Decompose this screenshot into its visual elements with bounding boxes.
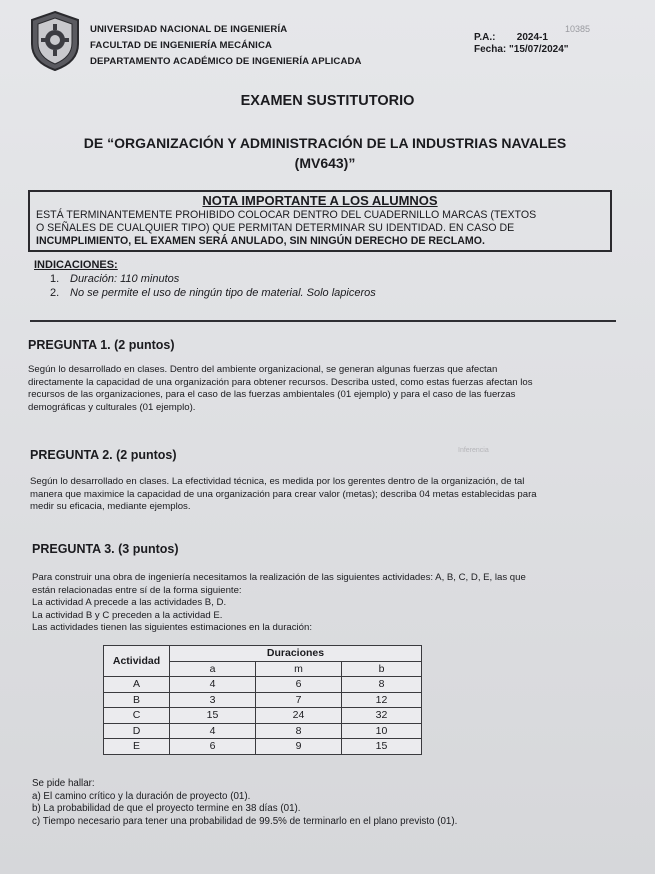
list-item (50, 272, 376, 286)
duration-b-cell: 8 (342, 677, 422, 693)
question-2-body (30, 476, 622, 514)
question-3-body (32, 572, 622, 635)
text-line: Según lo desarrollado en clases. Dentro del ambiente organizacional, se generan algunas fuerzas que afectan (28, 364, 498, 375)
sub-header-a: a (170, 661, 256, 677)
course-title-line: DE “ORGANIZACIÓN Y ADMINISTRACIÓN DE LA INDUSTRIAS NAVALES (83, 135, 567, 151)
university-name: UNIVERSIDAD NACIONAL DE INGENIERÍA (90, 24, 288, 35)
period-date-block (474, 32, 569, 56)
text-line: Para construir una obra de ingeniería necesitamos la realización de las siguientes actividades: A, B, C, D, E, las que (32, 572, 526, 583)
duration-b-cell: 15 (342, 739, 422, 755)
faint-code: 10385 (565, 24, 591, 34)
date-value: "15/07/2024" (509, 44, 569, 55)
ask-item: b) La probabilidad de que el proyecto termine en 38 días (01). (32, 803, 301, 814)
duration-a-cell: 4 (170, 723, 256, 739)
indications-heading: INDICACIONES: (34, 259, 118, 271)
activity-cell: D (104, 723, 170, 739)
activity-cell: C (104, 708, 170, 724)
durations-table (103, 645, 422, 755)
text-line: medir su eficacia, mediante ejemplos. (30, 501, 191, 512)
text-line: La actividad B y C preceden a la actividad E. (32, 609, 223, 621)
question-3-asks (32, 778, 457, 828)
question-2-title: PREGUNTA 2. (2 puntos) (30, 448, 177, 462)
ask-item: c) Tiempo necesario para tener una probabilidad de 99.5% de terminarlo en el plano previsto (01). (32, 815, 458, 827)
course-code: (MV643)” (294, 155, 356, 171)
text-line: La actividad A precede a las actividades B, D. (32, 597, 227, 608)
table-row (104, 692, 422, 708)
durations-header: Duraciones (170, 646, 422, 662)
duration-m-cell: 6 (256, 677, 342, 693)
notice-line: O SEÑALES DE CUALQUIER TIPO) QUE PERMITAN DETERMINAR SU IDENTIDAD. EN CASO DE (36, 222, 515, 234)
faculty-name: FACULTAD DE INGENIERÍA MECÁNICA (90, 40, 273, 51)
notice-line: ESTÁ TERMINANTEMENTE PROHIBIDO COLOCAR DENTRO DEL CUADERNILLO MARCAS (TEXTOS (36, 209, 537, 221)
table-row (104, 708, 422, 724)
item-text: No se permite el uso de ningún tipo de material. Solo lapiceros (70, 287, 376, 299)
department-name: DEPARTAMENTO ACADÉMICO DE INGENIERÍA APLICADA (90, 56, 362, 67)
notice-heading: NOTA IMPORTANTE A LOS ALUMNOS (202, 193, 438, 208)
important-notice-box (28, 190, 612, 252)
activity-cell: A (104, 677, 170, 693)
sub-header-m: m (256, 661, 342, 677)
duration-a-cell: 3 (170, 692, 256, 708)
text-line: Según lo desarrollado en clases. La efectividad técnica, es medida por los gerentes dentro de la organización, de tal (30, 476, 525, 487)
table-row (104, 677, 422, 693)
duration-m-cell: 8 (256, 723, 342, 739)
duration-m-cell: 7 (256, 692, 342, 708)
duration-b-cell: 12 (342, 692, 422, 708)
text-line: directamente la capacidad de una organización para obtener recursos. Describa usted, como estas fuerzas afectan los (28, 376, 533, 388)
pa-value: 2024-1 (516, 32, 548, 43)
table-row (104, 739, 422, 755)
question-1-title: PREGUNTA 1. (2 puntos) (28, 338, 175, 352)
text-line: están relacionadas entre sí de la forma siguiente: (32, 584, 242, 596)
duration-a-cell: 6 (170, 739, 256, 755)
text-line: Las actividades tienen las siguientes estimaciones en la duración: (32, 622, 312, 633)
duration-b-cell: 10 (342, 723, 422, 739)
course-title (40, 133, 610, 173)
text-line: demográficas y culturales (01 ejemplo). (28, 401, 196, 413)
table-row (104, 723, 422, 739)
pa-label: P.A.: (474, 32, 496, 43)
duration-a-cell: 15 (170, 708, 256, 724)
indications-list (50, 272, 376, 300)
ask-item: a) El camino crítico y la duración de proyecto (01). (32, 790, 251, 802)
exam-title: EXAMEN SUSTITUTORIO (240, 93, 415, 109)
notice-line: INCUMPLIMIENTO, EL EXAMEN SERÁ ANULADO, SIN NINGÚN DERECHO DE RECLAMO. (36, 235, 485, 247)
date-label: Fecha: (474, 44, 507, 55)
sub-header-b: b (342, 661, 422, 677)
asks-heading: Se pide hallar: (32, 778, 95, 789)
item-text: Duración: 110 minutos (70, 273, 180, 285)
question-3-title: PREGUNTA 3. (3 puntos) (32, 542, 179, 556)
activity-cell: E (104, 739, 170, 755)
institution-header (90, 22, 362, 70)
university-seal-logo (28, 10, 82, 72)
text-line: manera que maximice la capacidad de una organización para crear valor (metas); describa 04 metas establecidas para (30, 488, 537, 500)
divider (30, 320, 616, 322)
item-number: 2. (50, 287, 60, 299)
faint-watermark: Inferencia (458, 447, 489, 454)
activity-header: Actividad (104, 646, 170, 677)
list-item (50, 286, 376, 300)
text-line: recursos de las organizaciones, para el caso de las fuerzas ambientales (01 ejemplo) y para el caso de las fuerzas (28, 389, 516, 400)
item-number: 1. (50, 273, 60, 285)
duration-a-cell: 4 (170, 677, 256, 693)
duration-b-cell: 32 (342, 708, 422, 724)
duration-m-cell: 9 (256, 739, 342, 755)
duration-m-cell: 24 (256, 708, 342, 724)
question-1-body (28, 364, 622, 414)
activity-cell: B (104, 692, 170, 708)
